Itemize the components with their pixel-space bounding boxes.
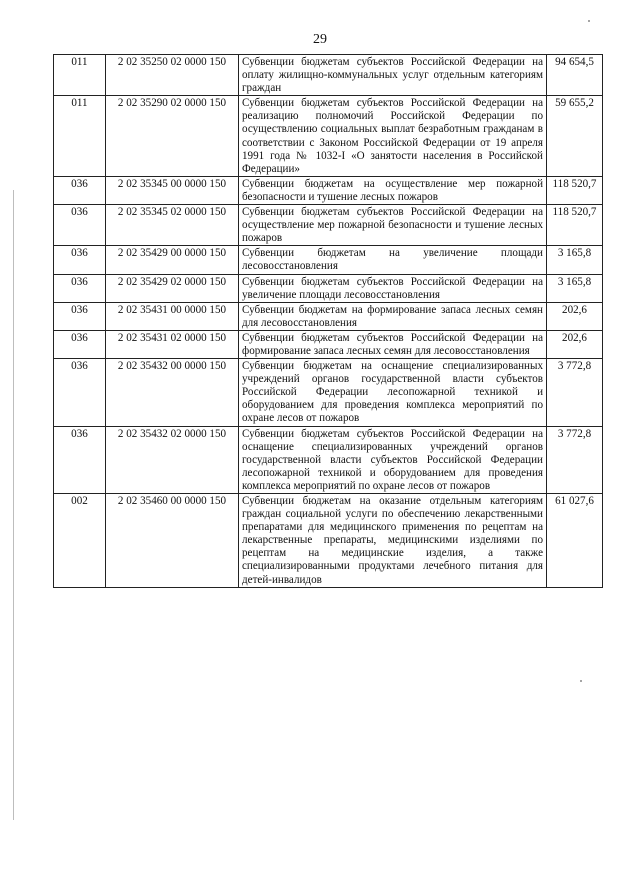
revenue-table: [53, 54, 603, 588]
admin-code-cell: 036: [54, 176, 106, 204]
amount-cell: 202,6: [547, 302, 603, 330]
description-cell: Субвенции бюджетам на формирование запаса лесных семян для лесовосстановления: [239, 302, 547, 330]
budget-code-cell: 2 02 35431 02 0000 150: [106, 330, 239, 358]
budget-code-cell: 2 02 35432 02 0000 150: [106, 426, 239, 493]
budget-code-cell: 2 02 35290 02 0000 150: [106, 96, 239, 177]
description-cell: Субвенции бюджетам на осуществление мер пожарной безопасности и тушение лесных пожаров: [239, 176, 547, 204]
amount-cell: 94 654,5: [547, 55, 603, 96]
table-row: [54, 330, 603, 358]
amount-cell: 202,6: [547, 330, 603, 358]
page-number: 29: [313, 32, 327, 47]
amount-cell: 3 165,8: [547, 246, 603, 274]
description-cell: Субвенции бюджетам субъектов Российской Федерации на осуществление мер пожарной безопасности и тушение лесных пожаров: [239, 205, 547, 246]
table-row: [54, 246, 603, 274]
table-row: [54, 176, 603, 204]
description-cell: Субвенции бюджетам субъектов Российской Федерации на формирование запаса лесных семян для лесовосстановления: [239, 330, 547, 358]
budget-code-cell: 2 02 35345 00 0000 150: [106, 176, 239, 204]
amount-cell: 3 772,8: [547, 359, 603, 426]
description-cell: Субвенции бюджетам на оснащение специализированных учреждений органов государственной власти субъектов Российской Федерации лесопожарной техникой и оборудованием для проведения комплекса мероприятий по охране лесов от пожаров: [239, 359, 547, 426]
budget-code-cell: 2 02 35250 02 0000 150: [106, 55, 239, 96]
amount-cell: 61 027,6: [547, 494, 603, 588]
table-row: [54, 205, 603, 246]
table-row: [54, 359, 603, 426]
description-cell: Субвенции бюджетам на увеличение площади лесовосстановления: [239, 246, 547, 274]
budget-code-cell: 2 02 35345 02 0000 150: [106, 205, 239, 246]
description-cell: Субвенции бюджетам субъектов Российской Федерации на оплату жилищно-коммунальных услуг отдельным категориям граждан: [239, 55, 547, 96]
budget-code-cell: 2 02 35429 02 0000 150: [106, 274, 239, 302]
amount-cell: 3 165,8: [547, 274, 603, 302]
admin-code-cell: 036: [54, 359, 106, 426]
description-cell: Субвенции бюджетам на оказание отдельным категориям граждан социальной услуги по обеспечению лекарственными препаратами для медицинского применения по рецептам на лекарственные препараты, медицинскими изделиями по рецептам на медицинские изделия, а также специализированными продуктами лечебного питания для детей-инвалидов: [239, 494, 547, 588]
admin-code-cell: 036: [54, 302, 106, 330]
admin-code-cell: 011: [54, 96, 106, 177]
table-row: [54, 274, 603, 302]
budget-code-cell: 2 02 35432 00 0000 150: [106, 359, 239, 426]
admin-code-cell: 036: [54, 274, 106, 302]
budget-code-cell: 2 02 35429 00 0000 150: [106, 246, 239, 274]
description-cell: Субвенции бюджетам субъектов Российской Федерации на реализацию полномочий Российской Федерации по осуществлению социальных выплат безработным гражданам в соответствии с Законом Российской Федерации от 19 апреля 1991 года № 1032-I «О занятости населения в Российской Федерации»: [239, 96, 547, 177]
amount-cell: 118 520,7: [547, 205, 603, 246]
budget-code-cell: 2 02 35431 00 0000 150: [106, 302, 239, 330]
admin-code-cell: 036: [54, 205, 106, 246]
table-row: [54, 55, 603, 96]
admin-code-cell: 036: [54, 246, 106, 274]
amount-cell: 59 655,2: [547, 96, 603, 177]
table-row: [54, 302, 603, 330]
admin-code-cell: 036: [54, 426, 106, 493]
description-cell: Субвенции бюджетам субъектов Российской Федерации на увеличение площади лесовосстановления: [239, 274, 547, 302]
description-cell: Субвенции бюджетам субъектов Российской Федерации на оснащение специализированных учреждений органов государственной власти субъектов Российской Федерации лесопожарной техникой и оборудованием для проведения комплекса мероприятий по охране лесов от пожаров: [239, 426, 547, 493]
admin-code-cell: 002: [54, 494, 106, 588]
scan-edge-line: [13, 190, 14, 820]
table-row: [54, 426, 603, 493]
table-row: [54, 96, 603, 177]
scan-speck: [588, 20, 590, 22]
admin-code-cell: 011: [54, 55, 106, 96]
amount-cell: 118 520,7: [547, 176, 603, 204]
admin-code-cell: 036: [54, 330, 106, 358]
table-row: [54, 494, 603, 588]
budget-code-cell: 2 02 35460 00 0000 150: [106, 494, 239, 588]
scan-speck: [580, 680, 582, 682]
amount-cell: 3 772,8: [547, 426, 603, 493]
